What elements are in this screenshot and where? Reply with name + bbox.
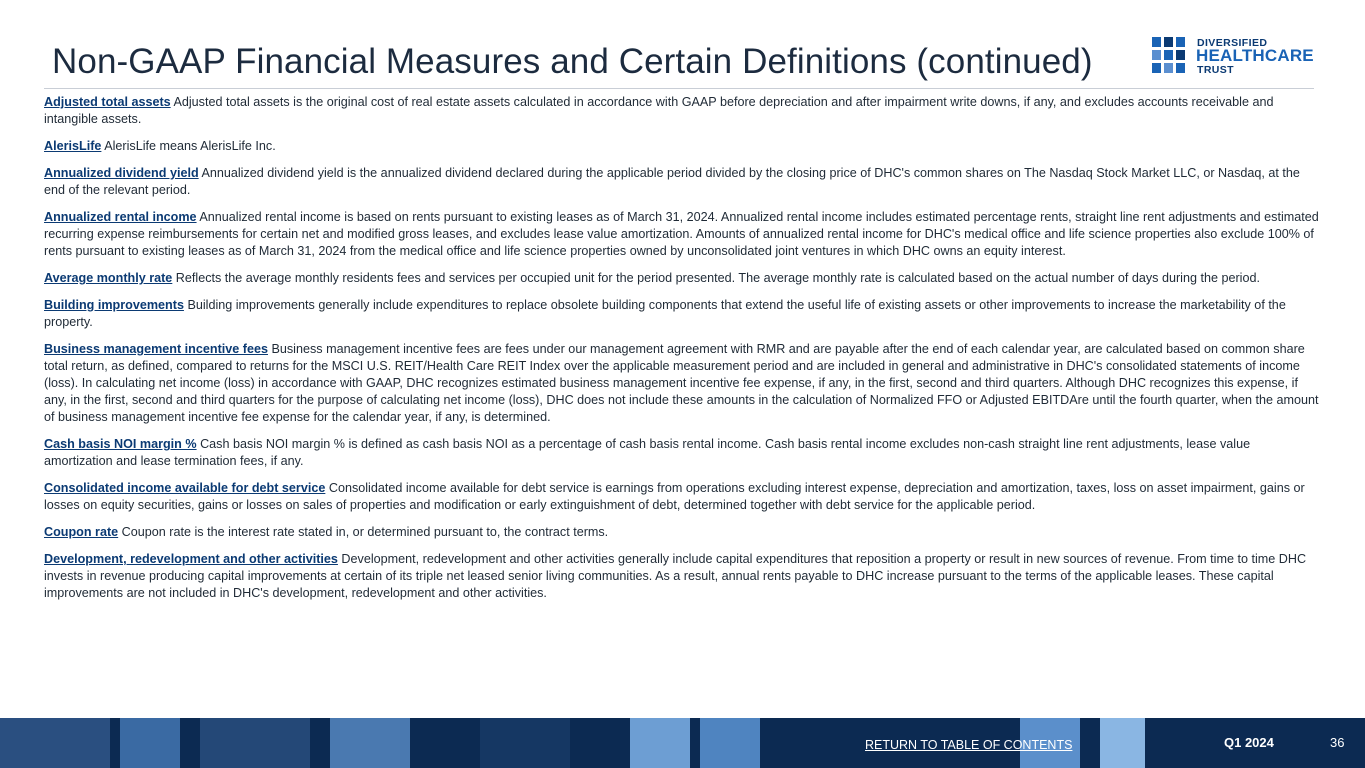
definition-item (44, 480, 1319, 514)
logo-text-line2: HEALTHCARE (1196, 46, 1314, 65)
definition-term: Annualized rental income (44, 210, 197, 224)
footer-photo-strip (330, 718, 410, 768)
definition-item (44, 165, 1319, 199)
footer-photo-strip (1100, 718, 1145, 768)
footer-photo-strip (480, 718, 570, 768)
definition-term: Average monthly rate (44, 271, 173, 285)
definition-item (44, 94, 1319, 128)
definitions-list (44, 94, 1319, 612)
page-title: Non-GAAP Financial Measures and Certain Definitions (continued) (52, 42, 1093, 81)
definition-text: Reflects the average monthly residents fees and services per occupied unit for the period presented. The average monthly rate is calculated based on the actual number of days during the period. (172, 271, 1260, 285)
definition-term: Annualized dividend yield (44, 166, 199, 180)
definition-term: Adjusted total assets (44, 95, 171, 109)
footer-photo-strip (700, 718, 760, 768)
page-number: 36 (1330, 735, 1345, 750)
definition-item (44, 297, 1319, 331)
definition-text: Cash basis NOI margin % is defined as cash basis NOI as a percentage of cash basis rental income. Cash basis rental income excludes non-cash straight line rent adjustments, lease value amortization and lease termination fees, if any. (44, 437, 1251, 468)
definition-text: Development, redevelopment and other activities generally include capital expenditures that reposition a property or result in new sources of revenue. From time to time DHC invests in revenue producing capital improvements at certain of its triple net leased senior living communities. As a result, annual rents payable to DHC increase pursuant to the terms of the applicable leases. These capital improvements are not included in DHC's development, redevelopment and other activities. (44, 552, 1307, 600)
definition-term: Business management incentive fees (44, 342, 268, 356)
return-to-toc-link[interactable]: RETURN TO TABLE OF CONTENTS (865, 738, 1073, 752)
definition-term: Development, redevelopment and other activities (44, 552, 338, 566)
definition-term: Cash basis NOI margin % (44, 437, 197, 451)
definition-text: Building improvements generally include expenditures to replace obsolete building components that extend the useful life of existing assets or other improvements to increase the marketability of the property. (44, 298, 1286, 329)
definition-term: Consolidated income available for debt service (44, 481, 326, 495)
company-logo (1150, 36, 1320, 76)
definition-item (44, 209, 1319, 260)
footer-photo-strip (120, 718, 180, 768)
quarter-label: Q1 2024 (1224, 735, 1274, 750)
logo-mark-icon (1152, 37, 1185, 74)
definition-term: Coupon rate (44, 525, 119, 539)
definition-term: AlerisLife (44, 139, 102, 153)
definition-item (44, 270, 1319, 287)
definition-item (44, 551, 1319, 602)
definition-item (44, 341, 1319, 426)
definition-text: Annualized dividend yield is the annualized dividend declared during the applicable period divided by the closing price of DHC's common shares on The Nasdaq Stock Market LLC, or Nasdaq, at the end of the relevant period. (44, 166, 1300, 197)
footer-photo-strip (0, 718, 110, 768)
definition-term: Building improvements (44, 298, 184, 312)
definition-item (44, 524, 1319, 541)
definition-item (44, 436, 1319, 470)
footer-photo-strip (630, 718, 690, 768)
definition-item (44, 138, 1319, 155)
definition-text: Coupon rate is the interest rate stated in, or determined pursuant to, the contract terms. (118, 525, 609, 539)
title-divider (44, 88, 1314, 89)
logo-text-line1: DIVERSIFIED (1197, 37, 1268, 49)
footer-band (0, 718, 1365, 768)
definition-text: Business management incentive fees are fees under our management agreement with RMR and are payable after the end of each calendar year, are calculated based on common share total return, as defined, compared to returns for the MSCI U.S. REIT/Health Care REIT Index over the applicable measurement period and are included in general and administrative in DHC's consolidated statements of income (loss). In calculating net income (loss) in accordance with GAAP, DHC recognizes estimated business management incentive fee expense, if any, in the first, second and third quarters. Although DHC recognizes this expense, if any, in the first, second and third quarters for the purpose of calculating net income (loss), DHC does not include these amounts in the calculation of Normalized FFO or Adjusted EBITDAre until the fourth quarter, when the amount of business management incentive fee expense for the calendar year, if any, is determined. (44, 342, 1319, 424)
definition-text: Consolidated income available for debt service is earnings from operations excluding interest expense, depreciation and amortization, taxes, loss on asset impairment, gains or losses on equity securities, gains or losses on sales of properties and modification or early extinguishment of debt, determined together with debt service for the applicable period. (44, 481, 1305, 512)
definition-text: Annualized rental income is based on rents pursuant to existing leases as of March 31, 2024. Annualized rental income includes estimated percentage rents, straight line rent adjustments and estimated recurring expense reimbursements for certain net and modified gross leases, and excludes lease value amortization. Amounts of annualized rental income for DHC's medical office and life science properties also exclude 100% of rents pursuant to existing leases as of March 31, 2024 from the medical office and life science properties owned by unconsolidated joint ventures in which DHC owns an equity interest. (44, 210, 1319, 258)
footer-photo-strip (200, 718, 310, 768)
definition-text: Adjusted total assets is the original cost of real estate assets calculated in accordance with GAAP before depreciation and after impairment write downs, if any, and excludes accounts receivable and intangible assets. (44, 95, 1274, 126)
logo-text-line3: TRUST (1197, 64, 1234, 76)
definition-text: AlerisLife means AlerisLife Inc. (101, 139, 276, 153)
